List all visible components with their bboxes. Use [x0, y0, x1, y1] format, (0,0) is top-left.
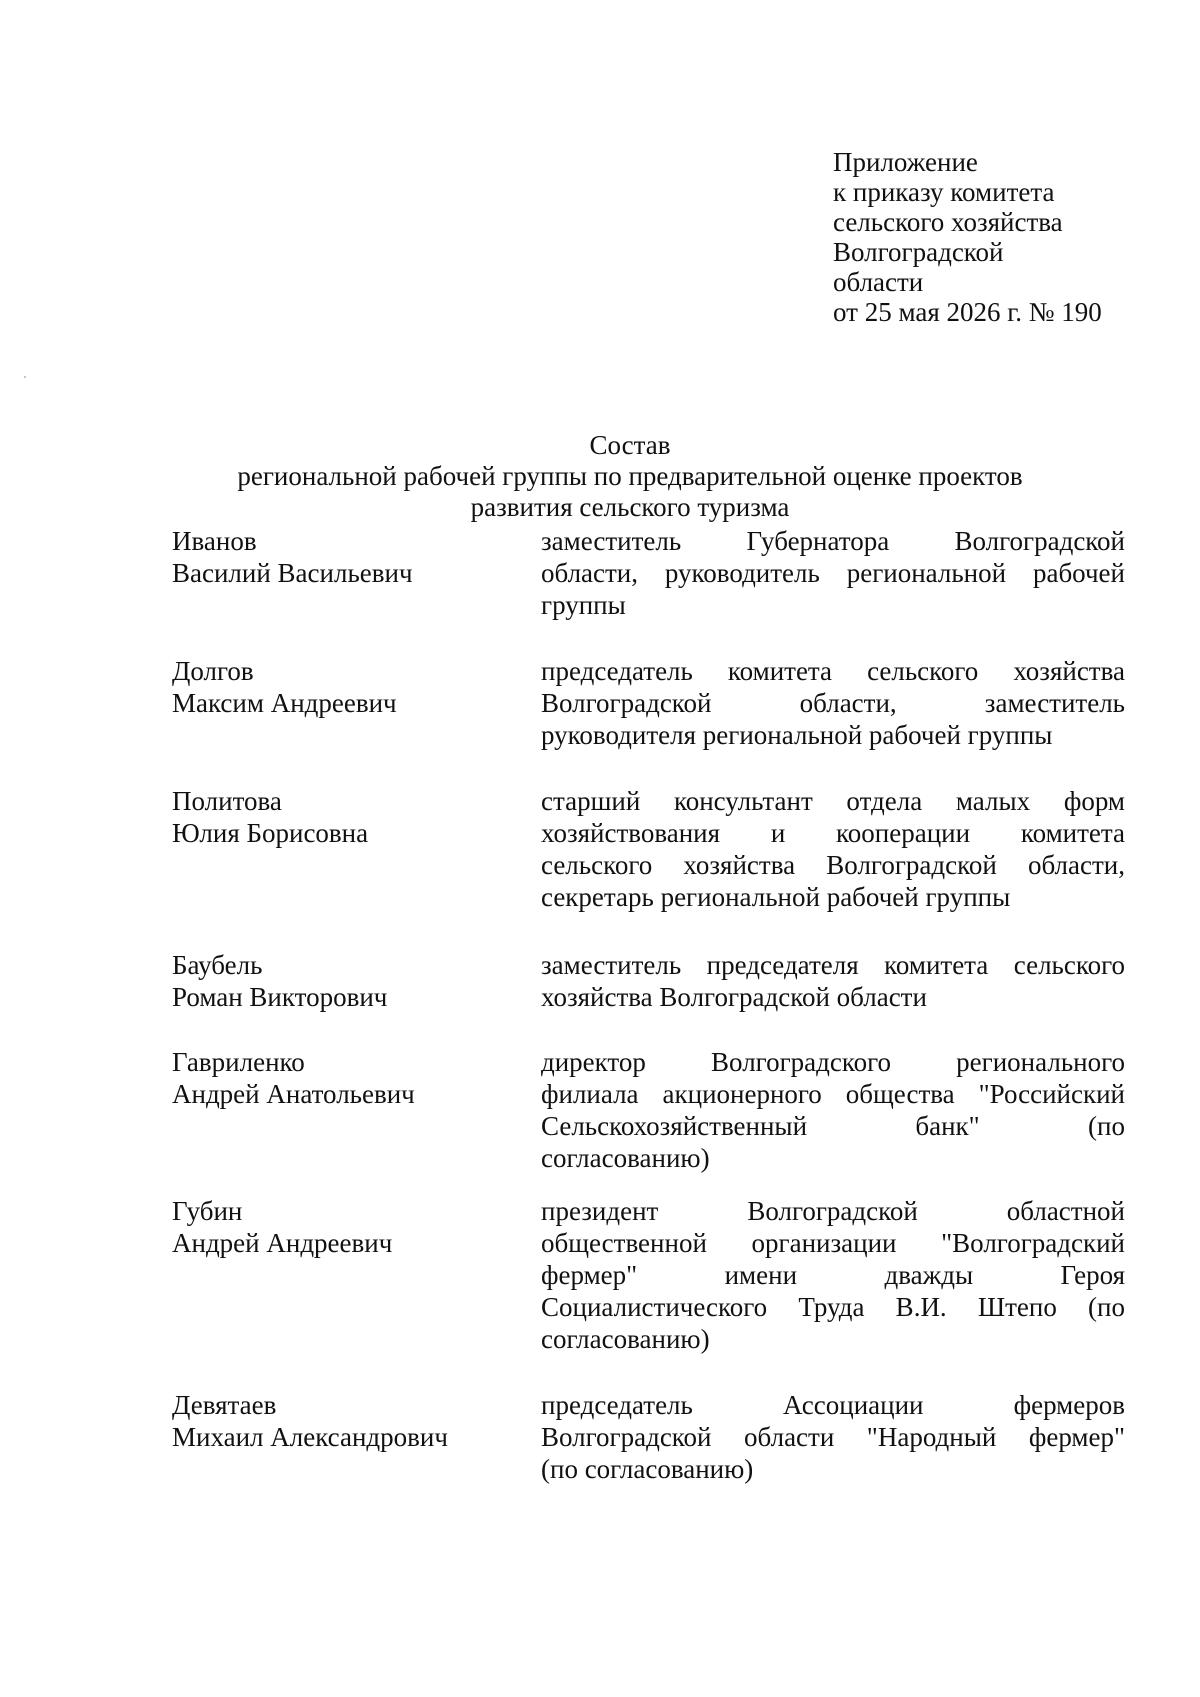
- document-heading: [150, 430, 1110, 523]
- member-role-line: хозяйства Волгоградской области: [541, 982, 927, 1012]
- member-role: [541, 1047, 1125, 1175]
- document-title: Состав: [589, 430, 671, 460]
- member-role: [541, 656, 1125, 752]
- member-given-name: Роман Викторович: [172, 982, 388, 1012]
- member-surname: Баубель: [172, 950, 263, 980]
- member-role-line: заместитель Губернатора Волгоградской: [541, 526, 1125, 556]
- member-role: [541, 1196, 1125, 1356]
- member-surname: Иванов: [172, 526, 257, 556]
- member-role-line: хозяйствования и кооперации комитета: [541, 818, 1125, 848]
- member-role-line: директор Волгоградского регионального: [541, 1047, 1125, 1077]
- member-given-name: Андрей Анатольевич: [172, 1079, 415, 1109]
- member-role-line: согласованию): [541, 1324, 710, 1354]
- member-role-line: заместитель председателя комитета сельского: [541, 950, 1125, 980]
- scan-speck: [24, 376, 26, 378]
- member-name: [172, 1196, 502, 1260]
- member-role-line: председатель комитета сельского хозяйства: [541, 656, 1125, 686]
- member-given-name: Юлия Борисовна: [172, 818, 369, 848]
- appendix-order-line: от 25 мая 2026 г. № 190: [833, 297, 1102, 327]
- member-surname: Политова: [172, 786, 282, 816]
- member-given-name: Михаил Александрович: [172, 1422, 448, 1452]
- member-given-name: Андрей Андреевич: [172, 1228, 393, 1258]
- member-role: [541, 1390, 1125, 1486]
- appendix-line: к приказу комитета: [833, 177, 1055, 207]
- member-name: [172, 1047, 502, 1111]
- member-role-line: Волгоградской области "Народный фермер": [541, 1422, 1125, 1452]
- member-role-line: (по согласованию): [541, 1454, 754, 1484]
- member-given-name: Максим Андреевич: [172, 688, 397, 718]
- document-subtitle-line: развития сельского туризма: [470, 492, 790, 522]
- member-surname: Девятаев: [172, 1390, 277, 1420]
- member-role: [541, 950, 1125, 1014]
- member-surname: Гавриленко: [172, 1047, 305, 1077]
- member-role-line: секретарь региональной рабочей группы: [541, 882, 1011, 912]
- member-name: [172, 950, 502, 1014]
- appendix-line: Приложение: [833, 147, 978, 177]
- member-role-line: руководителя региональной рабочей группы: [541, 720, 1053, 750]
- member-role-line: Волгоградской области, заместитель: [541, 688, 1125, 718]
- member-role-line: старший консультант отдела малых форм: [541, 786, 1125, 816]
- member-role: [541, 526, 1125, 622]
- member-name: [172, 786, 502, 850]
- member-role-line: председатель Ассоциации фермеров: [541, 1390, 1125, 1420]
- appendix-line: Волгоградской: [833, 237, 1004, 267]
- member-role-line: сельского хозяйства Волгоградской области,: [541, 850, 1125, 880]
- member-role-line: Сельскохозяйственный банк" (по: [541, 1111, 1125, 1141]
- member-role-line: фермер" имени дважды Героя: [541, 1260, 1125, 1290]
- appendix-line: области: [833, 267, 924, 297]
- member-surname: Губин: [172, 1196, 243, 1226]
- member-role-line: президент Волгоградской областной: [541, 1196, 1125, 1226]
- member-name: [172, 656, 502, 720]
- member-surname: Долгов: [172, 656, 254, 686]
- member-role-line: Социалистического Труда В.И. Штепо (по: [541, 1292, 1125, 1322]
- member-role-line: филиала акционерного общества "Российский: [541, 1079, 1125, 1109]
- member-role: [541, 786, 1125, 914]
- member-name: [172, 1390, 502, 1454]
- member-given-name: Василий Васильевич: [172, 558, 413, 588]
- member-role-line: общественной организации "Волгоградский: [541, 1228, 1125, 1258]
- member-role-line: области, руководитель региональной рабочей: [541, 558, 1125, 588]
- member-name: [172, 526, 502, 590]
- member-role-line: согласованию): [541, 1143, 710, 1173]
- appendix-header: [833, 147, 1153, 327]
- member-role-line: группы: [541, 590, 626, 620]
- appendix-line: сельского хозяйства: [833, 207, 1063, 237]
- document-subtitle-line: региональной рабочей группы по предварительной оценке проектов: [237, 461, 1023, 491]
